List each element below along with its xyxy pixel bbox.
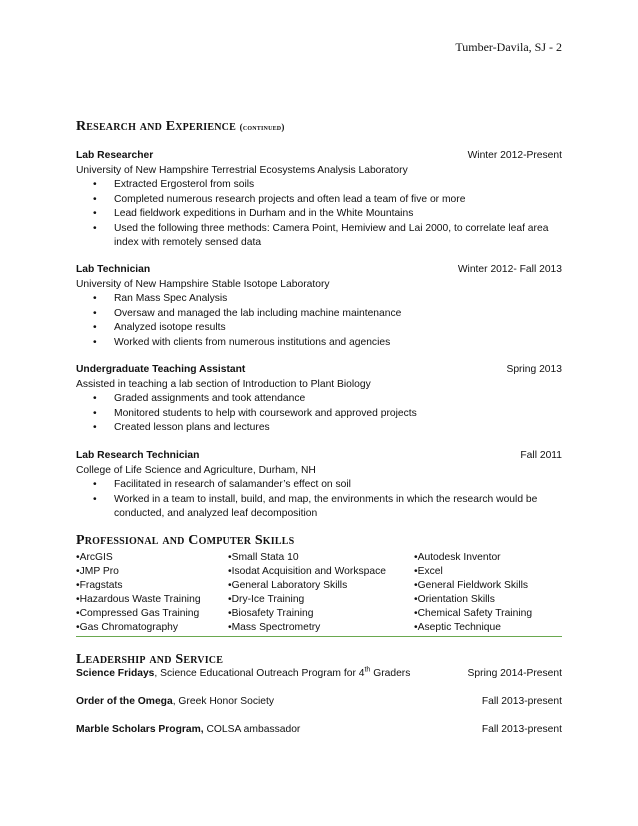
entry-date: Spring 2013 bbox=[506, 364, 562, 375]
leadership-desc-sup: th bbox=[364, 666, 371, 674]
skills-section-title: Professional and Computer Skills bbox=[76, 533, 295, 548]
research-title-main: Research and Experience bbox=[76, 119, 236, 134]
entry-bullets bbox=[76, 392, 562, 436]
leadership-desc: , Science Educational Outreach Program for 4 bbox=[154, 668, 365, 679]
skill-cell: •Gas Chromatography bbox=[76, 622, 179, 633]
skills-row bbox=[76, 593, 562, 607]
entry-title: Lab Research Technician bbox=[76, 450, 200, 461]
leadership-section-title: Leadership and Service bbox=[76, 652, 224, 667]
entry-bullets bbox=[76, 178, 562, 251]
leadership-desc-post: Graders bbox=[370, 668, 411, 679]
bullet-item: • Worked with clients from numerous institutions and agencies bbox=[76, 336, 562, 351]
skill-cell: •Compressed Gas Training bbox=[76, 608, 200, 619]
bullet-item: • Facilitated in research of salamander’s effect on soil bbox=[76, 478, 562, 493]
entry-bullets bbox=[76, 478, 562, 522]
leadership-date: Fall 2013-present bbox=[481, 696, 562, 707]
skills-row bbox=[76, 607, 562, 621]
bullet-item: • Graded assignments and took attendance bbox=[76, 392, 562, 407]
leadership-name: Order of the Omega bbox=[76, 696, 173, 707]
entry-org: Assisted in teaching a lab section of Introduction to Plant Biology bbox=[76, 378, 371, 390]
skills-table bbox=[76, 551, 562, 637]
bullet-item: • Analyzed isotope results bbox=[76, 321, 562, 336]
leadership-date: Spring 2014-Present bbox=[467, 668, 562, 679]
skill-cell: •Small Stata 10 bbox=[228, 552, 299, 563]
leadership-date: Fall 2013-present bbox=[481, 724, 562, 735]
leadership-item bbox=[76, 695, 562, 709]
skill-cell: •General Fieldwork Skills bbox=[414, 580, 529, 591]
running-header: Tumber-Davila, SJ - 2 bbox=[455, 40, 562, 54]
entry-lab-researcher bbox=[76, 149, 562, 251]
entry-date: Winter 2012-Present bbox=[467, 150, 562, 161]
entry-title: Lab Researcher bbox=[76, 150, 154, 161]
leadership-item bbox=[76, 667, 562, 681]
leadership-name: Science Fridays bbox=[76, 668, 155, 679]
entry-title: Undergraduate Teaching Assistant bbox=[76, 364, 246, 375]
entry-lab-research-technician bbox=[76, 449, 562, 522]
research-title-small: (continued) bbox=[239, 122, 285, 132]
leadership-desc: , Greek Honor Society bbox=[172, 696, 274, 707]
skill-cell: •JMP Pro bbox=[76, 566, 119, 577]
skill-cell: •Dry-Ice Training bbox=[228, 594, 305, 605]
skills-row bbox=[76, 551, 562, 565]
entry-teaching-assistant bbox=[76, 363, 562, 436]
leadership-desc: COLSA ambassador bbox=[203, 724, 301, 735]
entry-bullets bbox=[76, 292, 562, 350]
leadership-name: Marble Scholars Program, bbox=[76, 724, 204, 735]
entry-title: Lab Technician bbox=[76, 264, 151, 275]
bullet-item: • Lead fieldwork expeditions in Durham and in the White Mountains bbox=[76, 207, 562, 222]
bullet-item: • Created lesson plans and lectures bbox=[76, 421, 562, 436]
research-section-title bbox=[76, 119, 285, 135]
skill-cell: •ArcGIS bbox=[76, 552, 113, 563]
bullet-item: • Used the following three methods: Camera Point, Hemiview and Lai 2000, to correlate leaf area index with remotely sensed data bbox=[76, 222, 562, 251]
skill-cell: •Mass Spectrometry bbox=[228, 622, 321, 633]
skill-cell: •Aseptic Technique bbox=[414, 622, 501, 633]
skill-cell: •Biosafety Training bbox=[228, 608, 314, 619]
skill-cell: •Autodesk Inventor bbox=[414, 552, 501, 563]
entry-org: University of New Hampshire Stable Isotope Laboratory bbox=[76, 278, 330, 290]
skill-cell: •Orientation Skills bbox=[414, 594, 495, 605]
leadership-item bbox=[76, 723, 562, 737]
bullet-item: • Oversaw and managed the lab including machine maintenance bbox=[76, 307, 562, 322]
skill-cell: •Fragstats bbox=[76, 580, 123, 591]
skill-cell: •Chemical Safety Training bbox=[414, 608, 533, 619]
entry-lab-technician bbox=[76, 263, 562, 350]
skills-row bbox=[76, 579, 562, 593]
skills-row bbox=[76, 565, 562, 579]
bullet-item: • Monitored students to help with coursework and approved projects bbox=[76, 407, 562, 422]
skill-cell: •Excel bbox=[414, 566, 443, 577]
bullet-item: • Extracted Ergosterol from soils bbox=[76, 178, 562, 193]
entry-org: University of New Hampshire Terrestrial Ecosystems Analysis Laboratory bbox=[76, 164, 408, 176]
entry-org: College of Life Science and Agriculture, Durham, NH bbox=[76, 464, 316, 476]
entry-date: Fall 2011 bbox=[520, 450, 562, 461]
skills-row bbox=[76, 621, 562, 635]
skills-table-body bbox=[76, 551, 562, 635]
skill-cell: •Isodat Acquisition and Workspace bbox=[228, 566, 386, 577]
skill-cell: •General Laboratory Skills bbox=[228, 580, 348, 591]
bullet-item: • Completed numerous research projects and often lead a team of five or more bbox=[76, 193, 562, 208]
bullet-item: • Ran Mass Spec Analysis bbox=[76, 292, 562, 307]
skill-cell: •Hazardous Waste Training bbox=[76, 594, 201, 605]
entry-date: Winter 2012- Fall 2013 bbox=[457, 264, 562, 275]
bullet-item: • Worked in a team to install, build, and map, the environments in which the research would be conducted, and analyzed leaf decomposition bbox=[76, 493, 562, 522]
